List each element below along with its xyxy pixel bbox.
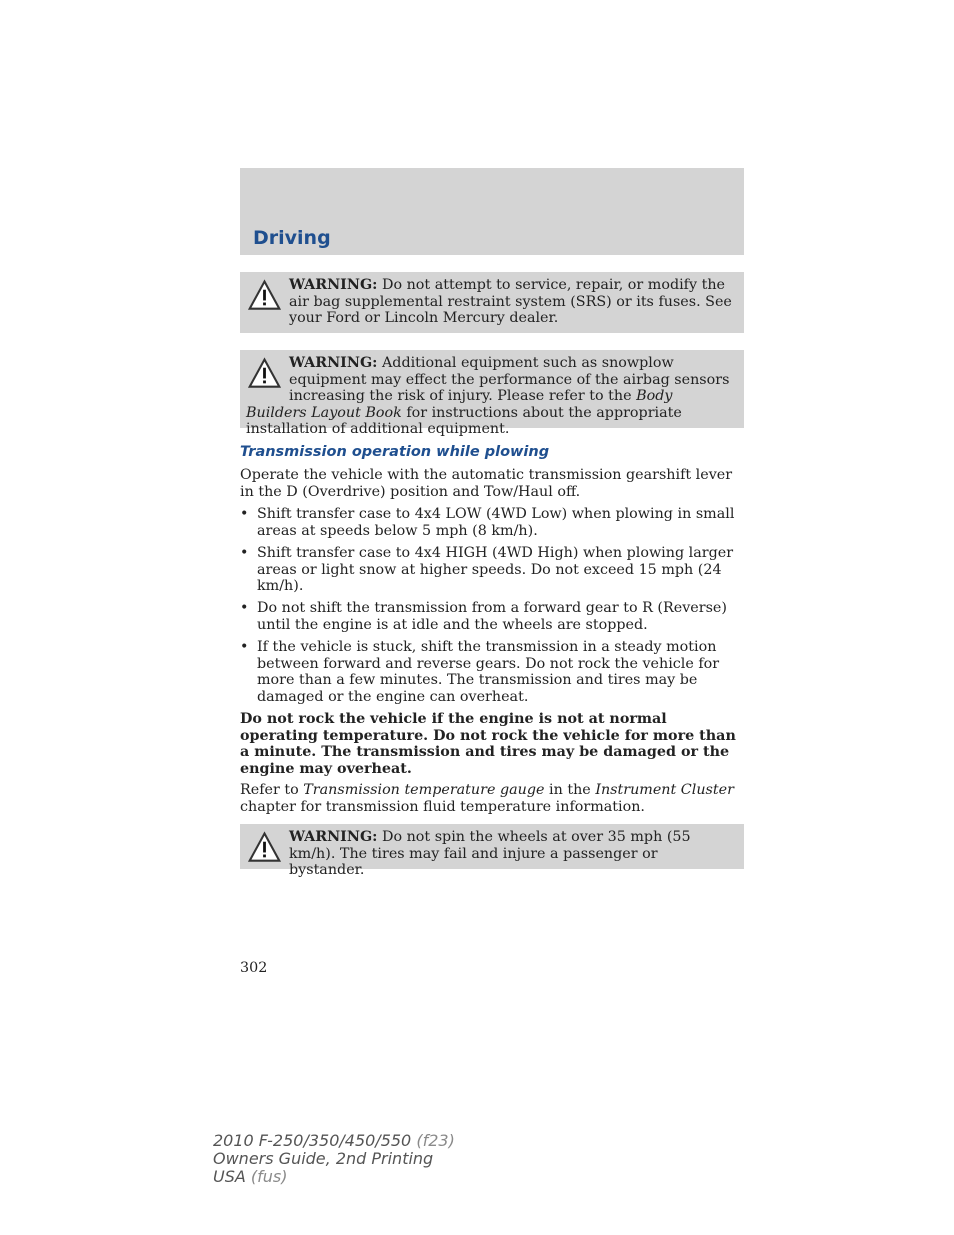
bullet-dot: •: [240, 506, 249, 522]
list-item: [240, 506, 744, 539]
warning-text: Do not spin the wheels at over 35 mph (55 km/h). The tires may fail and injure a passenger or bystander.: [289, 829, 691, 878]
warning-box-airbag: [240, 272, 744, 333]
bold-note: Do not rock the vehicle if the engine is not at normal operating temperature. Do not rock the vehicle for more than a minute. The transmission and tires may be damaged or the engine may overheat.: [240, 711, 736, 777]
warning-label: WARNING:: [289, 829, 378, 845]
list-item: [240, 545, 744, 595]
warning-text: Do not attempt to service, repair, or modify the air bag supplemental restraint system (SRS) or its fuses. See your Ford or Lincoln Mercury dealer.: [289, 277, 732, 326]
document-footer: [213, 1132, 455, 1186]
subheading: Transmission operation while plowing: [240, 444, 550, 460]
book-title: Body Builders Layout Book: [246, 388, 673, 421]
bullet-dot: •: [240, 545, 249, 561]
bullet-dot: •: [240, 639, 249, 655]
list-item-text: Do not shift the transmission from a forward gear to R (Reverse) until the engine is at idle and the wheels are stopped.: [257, 600, 727, 633]
list-item: [240, 639, 744, 705]
refer-text: Refer to: [240, 782, 299, 798]
refer-text: in the: [549, 782, 591, 798]
bullet-dot: •: [240, 600, 249, 616]
warning-text-cont: for instructions about the appropriate installation of additional equipment.: [246, 404, 682, 437]
list-item-text: Shift transfer case to 4x4 LOW (4WD Low) when plowing in small areas at speeds below 5 mph (8 km/h).: [257, 506, 735, 539]
warning-box-snowplow: [240, 350, 744, 437]
warning-box-wheelspin: [240, 824, 744, 878]
refer-link-gauge: Transmission temperature gauge: [303, 782, 545, 798]
list-item: [240, 600, 744, 633]
list-item-text: Shift transfer case to 4x4 HIGH (4WD High) when plowing larger areas or light snow at higher speeds. Do not exceed 15 mph (24 km/h).: [257, 545, 734, 594]
warning-text: Additional equipment such as snowplow equipment may effect the performance of the airbag sensors increasing the risk of injury. Please refer to the: [289, 355, 730, 404]
refer-paragraph: [240, 782, 744, 815]
warning-triangle-icon: [248, 357, 281, 390]
list-item-text: If the vehicle is stuck, shift the transmission in a steady motion between forward and reverse gears. Do not rock the vehicle for more than a few minutes. The transmission and tires may be damaged or the engine can overheat.: [257, 639, 720, 705]
refer-text: chapter for transmission fluid temperature information.: [240, 798, 645, 815]
section-title: Driving: [253, 227, 331, 249]
page-number: 302: [240, 960, 268, 976]
refer-link-cluster: Instrument Cluster: [595, 782, 734, 798]
warning-label: WARNING:: [289, 355, 378, 371]
warning-label: WARNING:: [289, 277, 378, 293]
footer-line-region: USA (fus): [213, 1167, 288, 1186]
footer-line-edition: Owners Guide, 2nd Printing: [213, 1149, 434, 1168]
warning-triangle-icon: [248, 831, 281, 864]
warning-triangle-icon: [248, 279, 281, 312]
footer-line-model: 2010 F-250/350/450/550 (f23): [213, 1131, 455, 1150]
intro-paragraph: Operate the vehicle with the automatic transmission gearshift lever in the D (Overdrive) position and Tow/Haul off.: [240, 467, 733, 500]
